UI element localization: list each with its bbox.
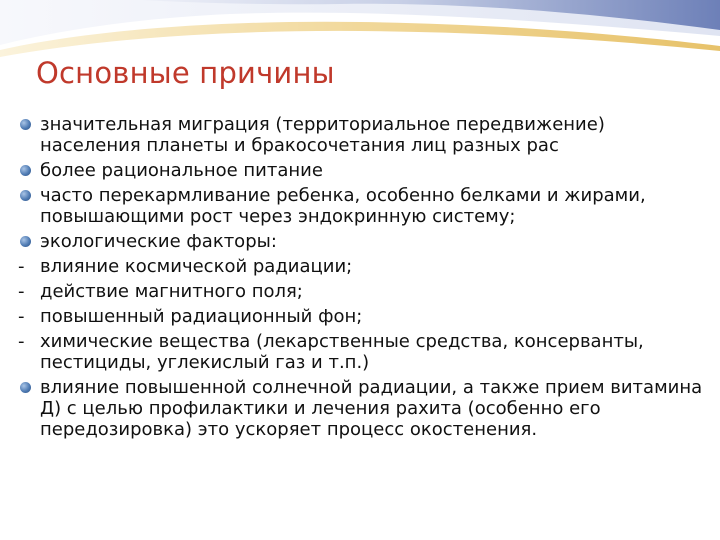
bullet-list xyxy=(18,114,708,444)
dash-symbol: - xyxy=(18,306,25,327)
bullet-dot-icon xyxy=(20,236,31,247)
list-item xyxy=(18,114,708,156)
list-item-text: влияние повышенной солнечной радиации, а также прием витамина Д) с целью профилактики и лечения рахита (особенно его передозировка) это ускоряет процесс окостенения. xyxy=(40,377,703,440)
bullet-icon xyxy=(18,160,36,181)
list-item xyxy=(18,231,708,252)
slide-title: Основные причины xyxy=(36,56,335,90)
bullet-icon xyxy=(18,231,36,252)
dash-symbol: - xyxy=(18,281,25,302)
dash-symbol: - xyxy=(18,256,25,277)
bullet-icon xyxy=(18,114,36,135)
list-item-text: более рациональное питание xyxy=(40,160,323,181)
dash-symbol: - xyxy=(18,331,25,352)
bullet-dot-icon xyxy=(20,119,31,130)
dash-marker xyxy=(18,306,36,327)
list-item xyxy=(18,185,708,227)
bullet-dot-icon xyxy=(20,165,31,176)
list-item xyxy=(18,281,708,302)
bullet-icon xyxy=(18,377,36,398)
list-item-text: значительная миграция (территориальное передвижение) населения планеты и бракосочетания лиц разных рас xyxy=(40,114,605,156)
list-item-text: влияние космической радиации; xyxy=(40,256,353,277)
dash-marker xyxy=(18,281,36,302)
list-item xyxy=(18,160,708,181)
list-item-text: повышенный радиационный фон; xyxy=(40,306,363,327)
list-item-text: химические вещества (лекарственные средства, консерванты, пестициды, углекислый газ и т.п.) xyxy=(40,331,644,373)
list-item-text: часто перекармливание ребенка, особенно белками и жирами, повышающими рост через эндокринную систему; xyxy=(40,185,646,227)
list-item xyxy=(18,256,708,277)
bullet-icon xyxy=(18,185,36,206)
list-item xyxy=(18,377,708,440)
bullet-dot-icon xyxy=(20,382,31,393)
dash-marker xyxy=(18,331,36,352)
bullet-dot-icon xyxy=(20,190,31,201)
list-item-text: экологические факторы: xyxy=(40,231,277,252)
list-item xyxy=(18,331,708,373)
dash-marker xyxy=(18,256,36,277)
list-item-text: действие магнитного поля; xyxy=(40,281,303,302)
list-item xyxy=(18,306,708,327)
